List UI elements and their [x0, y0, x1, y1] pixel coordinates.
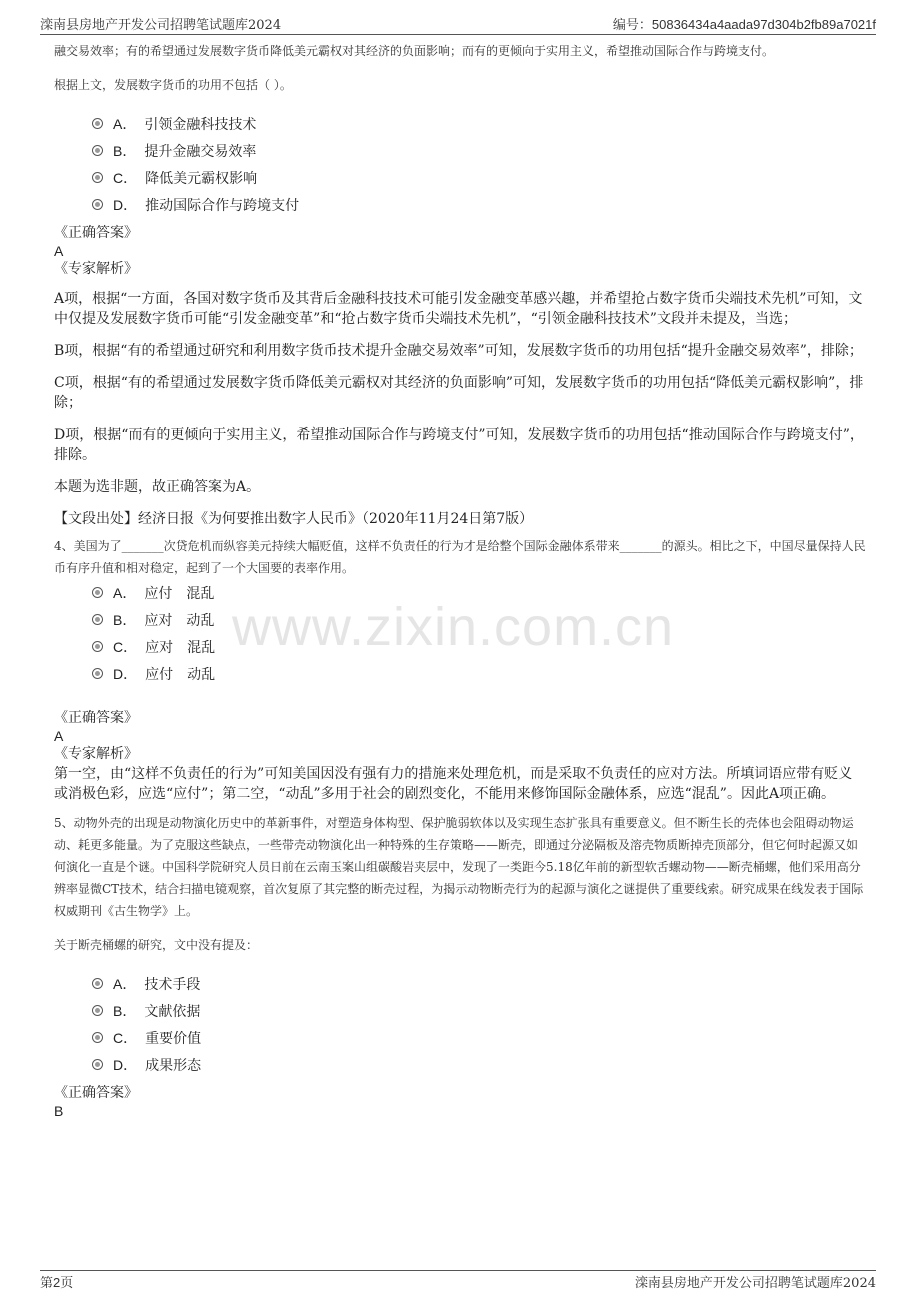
page-header: [40, 12, 876, 35]
radio-icon[interactable]: [92, 587, 103, 598]
radio-icon[interactable]: [92, 1032, 103, 1043]
q3-analysis-b: B项，根据“有的希望通过研究和利用数字货币技术提升金融交易效率”可知，发展数字货币的功用包括“提升金融交易效率”，排除；: [54, 343, 863, 359]
q5-question2: 关于断壳桶螺的研究，文中没有提及：: [54, 938, 259, 952]
radio-icon[interactable]: [92, 118, 103, 129]
page-number: 第2页: [40, 1274, 74, 1290]
q4-answer: A: [54, 728, 64, 744]
q3-analysis-a: A项，根据“一方面，各国对数字货币及其背后金融科技技术可能引发金融变革感兴趣，并希望抢占数字货币尖端技术先机”可知，文中仅提及发展数字货币可能“引发金融变革”和“抢占数字货币尖端技术先机”，“引领金融科技技术”文段并未提及，当选；: [54, 291, 863, 327]
radio-icon[interactable]: [92, 172, 103, 183]
radio-icon[interactable]: [92, 614, 103, 625]
q5-option-c[interactable]: [92, 1024, 866, 1051]
radio-icon[interactable]: [92, 1005, 103, 1016]
radio-icon[interactable]: [92, 641, 103, 652]
q4-question: 4、美国为了_______次贷危机而纵容美元持续大幅贬值，这样不负责任的行为才是给整个国际金融体系带来_______的源头。相比之下，中国尽量保持人民币有序升值和相对稳定，起到了一个大国要的表率作用。: [54, 539, 866, 575]
q5-option-b[interactable]: [92, 997, 866, 1024]
option-key: D．: [113, 1056, 138, 1073]
q3-option-c[interactable]: [92, 164, 866, 191]
option-key: D．: [113, 196, 138, 213]
header-title: 滦南县房地产开发公司招聘笔试题库2024: [40, 17, 282, 33]
q3-conclusion: 本题为选非题，故正确答案为A。: [54, 479, 261, 495]
option-key: B．: [113, 142, 137, 159]
option-text: 应付 动乱: [145, 666, 216, 683]
q4-option-c[interactable]: [92, 633, 866, 660]
radio-icon[interactable]: [92, 199, 103, 210]
radio-icon[interactable]: [92, 145, 103, 156]
option-text: 重要价值: [145, 1030, 202, 1047]
q4-option-b[interactable]: [92, 606, 866, 633]
q4-option-d[interactable]: [92, 660, 866, 687]
q3-question: 根据上文，发展数字货币的功用不包括（ ）。: [54, 78, 292, 92]
option-key: A．: [113, 975, 137, 992]
option-text: 技术手段: [144, 976, 201, 993]
page-footer: [40, 1270, 876, 1291]
header-id-label: 编号：: [612, 17, 652, 33]
option-text: 提升金融交易效率: [144, 143, 257, 160]
q4-answer-label: 《正确答案》: [54, 710, 138, 726]
q5-question: 5、动物外壳的出现是动物演化历史中的革新事件，对塑造身体构型、保护脆弱软体以及实现生态扩张具有重要意义。但不断生长的壳体也会阻碍动物运动、耗更多能量。为了克服这些缺点，一些带壳动物演化出一种特殊的生存策略——断壳，即通过分泌隔板及溶壳物质断掉壳顶部分，但它何时起源又如何演化一直是个谜。中国科学院研究人员日前在云南玉案山组碳酸岩夹层中，发现了一类距今5.18亿年前的新型软舌螺动物——断壳桶螺，他们采用高分辨率显微CT技术，结合扫描电镜观察，首次复原了其完整的断壳过程，为揭示动物断壳行为的起源与演化之谜提供了重要线索。研究成果在线发表于国际权威期刊《古生物学》上。: [54, 816, 864, 918]
radio-icon[interactable]: [92, 668, 103, 679]
option-key: A．: [113, 115, 137, 132]
q5-answer-label: 《正确答案》: [54, 1085, 138, 1101]
option-key: B．: [113, 611, 137, 628]
q4-options: [92, 579, 866, 687]
header-doc-id: [613, 14, 876, 33]
q4-analysis: 第一空，由“这样不负责任的行为”可知美国因没有强有力的措施来处理危机，而是采取不负责任的应对方法。所填词语应带有贬义或消极色彩，应选“应付”；第二空，“动乱”多用于社会的剧烈变化，不能用来修饰国际金融体系，应选“混乱”。因此A项正确。: [54, 766, 853, 802]
q3-option-b[interactable]: [92, 137, 866, 164]
q3-analysis-label: 《专家解析》: [54, 261, 138, 277]
q3-answer-label: 《正确答案》: [54, 225, 138, 241]
q3-analysis-c: C项，根据“有的希望通过发展数字货币降低美元霸权对其经济的负面影响”可知，发展数字货币的功用包括“降低美元霸权影响”，排除；: [54, 375, 864, 411]
q5-options: [92, 970, 866, 1078]
radio-icon[interactable]: [92, 978, 103, 989]
option-text: 应对 混乱: [145, 639, 216, 656]
watermark: www.zixin.com.cn: [232, 597, 675, 657]
option-key: C．: [113, 169, 138, 186]
option-key: D．: [113, 665, 138, 682]
q3-options: [92, 110, 866, 218]
q5-option-a[interactable]: [92, 970, 866, 997]
option-key: C．: [113, 638, 138, 655]
q3-answer: A: [54, 243, 64, 259]
radio-icon[interactable]: [92, 1059, 103, 1070]
q5-option-d[interactable]: [92, 1051, 866, 1078]
q3-option-d[interactable]: [92, 191, 866, 218]
option-text: 降低美元霸权影响: [145, 170, 258, 187]
q4-analysis-label: 《专家解析》: [54, 746, 138, 762]
option-text: 成果形态: [145, 1057, 202, 1074]
q3-context: 融交易效率；有的希望通过发展数字货币降低美元霸权对其经济的负面影响；而有的更倾向于实用主义，希望推动国际合作与跨境支付。: [54, 44, 775, 58]
option-key: B．: [113, 1002, 137, 1019]
option-text: 应付 混乱: [144, 585, 215, 602]
q3-analysis-d: D项，根据“而有的更倾向于实用主义，希望推动国际合作与跨境支付”可知，发展数字货币的功用包括“推动国际合作与跨境支付”，排除。: [54, 427, 864, 463]
option-text: 引领金融科技技术: [144, 116, 257, 133]
q3-option-a[interactable]: [92, 110, 866, 137]
option-text: 推动国际合作与跨境支付: [145, 197, 300, 214]
option-text: 应对 动乱: [144, 612, 215, 629]
q5-answer: B: [54, 1103, 64, 1119]
option-key: C．: [113, 1029, 138, 1046]
page-content: [54, 40, 866, 1120]
header-id-value: 50836434a4aada97d304b2fb89a7021f: [651, 16, 876, 32]
footer-title: 滦南县房地产开发公司招聘笔试题库2024: [634, 1275, 876, 1291]
q4-option-a[interactable]: [92, 579, 866, 606]
option-key: A．: [113, 584, 137, 601]
option-text: 文献依据: [144, 1003, 201, 1020]
q3-source: 【文段出处】经济日报《为何要推出数字人民币》（2020年11月24日第7版）: [54, 511, 534, 527]
